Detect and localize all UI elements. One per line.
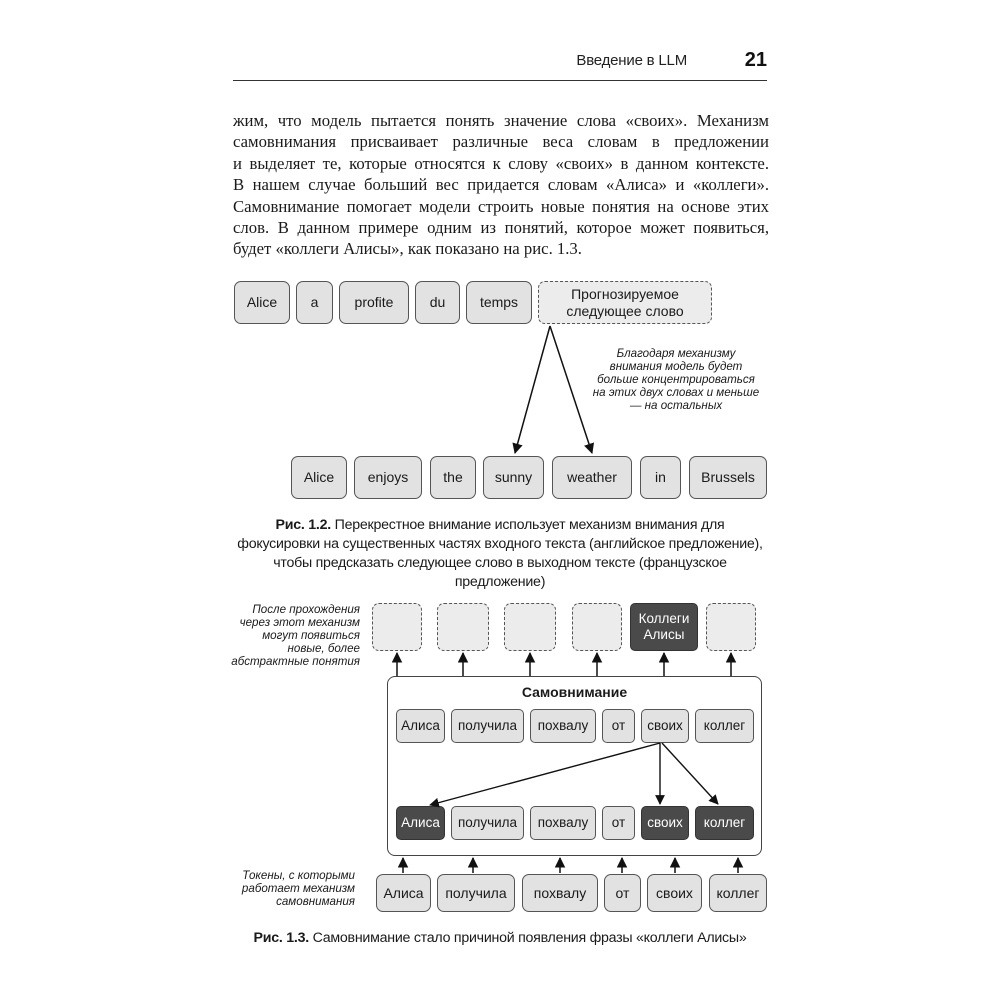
self-attention-title: Самовнимание [521, 684, 628, 700]
header-rule [233, 80, 767, 81]
inner-top-token: получила [451, 709, 524, 743]
paragraph-line: и выделяет те, которые относятся к слову «своих» в данном контексте. [233, 153, 769, 173]
output-concept-empty [504, 603, 556, 651]
output-concept-empty [372, 603, 422, 651]
page-number: 21 [744, 49, 767, 71]
figure-1-3-caption [233, 929, 767, 948]
en-token: Brussels [689, 456, 767, 499]
fr-token: du [415, 281, 460, 324]
inner-bottom-token: от [602, 806, 635, 840]
en-token: enjoys [354, 456, 422, 499]
output-concept-colleagues: Коллеги Алисы [630, 603, 698, 651]
paragraph-line: самовнимания присваивает различные веса словам в предложении [233, 132, 769, 152]
en-token: Alice [291, 456, 347, 499]
output-concept-empty [437, 603, 489, 651]
fr-token: temps [466, 281, 532, 324]
en-token: weather [552, 456, 632, 499]
attention-note: Благодаря механизму внимания модель будет больше концентрироваться на этих двух словах и меньше — на остальных [592, 347, 760, 412]
input-token: похвалу [522, 874, 598, 912]
output-note: После прохождения через этот механизм могут появиться новые, более абстрактные понятия [231, 603, 360, 668]
running-header [233, 50, 767, 76]
paragraph-line: слов. В данном примере одним из понятий, которое может появиться, [233, 217, 769, 237]
inner-bottom-token-highlighted: коллег [695, 806, 754, 840]
inner-bottom-token-highlighted: Алиса [396, 806, 445, 840]
input-token: своих [647, 874, 702, 912]
chapter-title: Введение в LLM [576, 52, 687, 69]
inner-top-token: от [602, 709, 635, 743]
caption-text: Перекрестное внимание использует механизм внимания для фокусировки на существенных частях входного текста (английское предложение), чтобы предсказать следующее слово в выходном тексте (французское предложение) [237, 517, 763, 590]
caption-label: Рис. 1.2. [275, 517, 331, 533]
inner-bottom-token-highlighted: своих [641, 806, 689, 840]
inner-bottom-token: похвалу [530, 806, 596, 840]
output-concept-empty [572, 603, 622, 651]
inner-top-token: Алиса [396, 709, 445, 743]
input-token: получила [437, 874, 515, 912]
input-token: коллег [709, 874, 767, 912]
predicted-word-box: Прогнозируемое следующее слово [538, 281, 712, 324]
paragraph-line: жим, что модель пытается понять значение слова «своих». Механизм [233, 111, 769, 130]
fr-token: Alice [234, 281, 290, 324]
inner-top-token: похвалу [530, 709, 596, 743]
caption-label: Рис. 1.3. [253, 930, 309, 946]
input-note: Токены, с которыми работает механизм самовнимания [241, 869, 355, 908]
en-token: in [640, 456, 681, 499]
attention-arrow [550, 326, 592, 453]
en-token: sunny [483, 456, 544, 499]
attention-arrow [515, 326, 550, 453]
inner-top-token: своих [641, 709, 689, 743]
input-token: от [604, 874, 641, 912]
paragraph-line: Самовнимание помогает модели строить новые понятия на основе этих [233, 196, 769, 216]
paragraph-line: В нашем случае больший вес придается словам «Алиса» и «коллеги». [233, 175, 769, 195]
paragraph-line: будет «коллеги Алисы», как показано на рис. 1.3. [233, 239, 582, 259]
en-token: the [430, 456, 476, 499]
inner-top-token: коллег [695, 709, 754, 743]
caption-text: Самовнимание стало причиной появления фразы «коллеги Алисы» [312, 930, 747, 946]
input-token: Алиса [376, 874, 431, 912]
output-concept-empty [706, 603, 756, 651]
fr-token: a [296, 281, 333, 324]
body-paragraph [233, 110, 769, 260]
inner-bottom-token: получила [451, 806, 524, 840]
fr-token: profite [339, 281, 409, 324]
figure-1-2-caption [233, 516, 767, 592]
